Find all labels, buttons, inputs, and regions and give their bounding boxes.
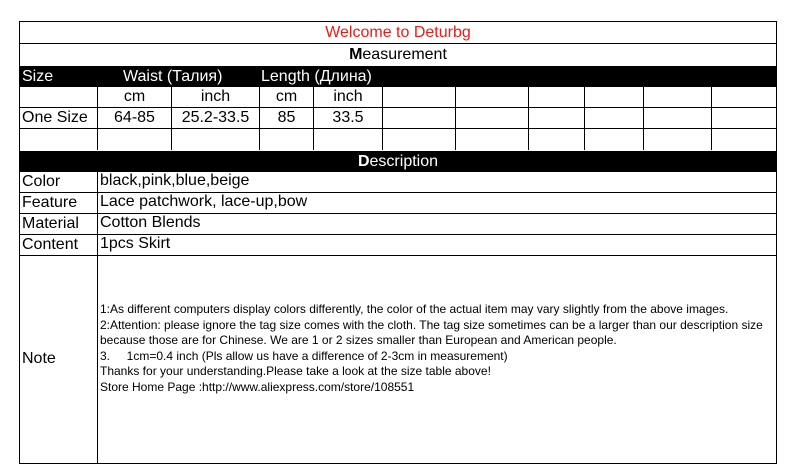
size-header-bar [20, 66, 776, 87]
note-line: 2:Attention: please ignore the tag size comes with the cloth. The tag size sometimes can be a larger than our description size because those are for Chinese. We are 1 or 2 sizes smaller than European and American people. [100, 317, 763, 347]
content-value: 1pcs Skirt [100, 235, 171, 252]
measurement-heading-initial: M [349, 46, 363, 63]
waist-header: Waist (Талия) [123, 68, 223, 85]
material-value: Cotton Blends [100, 214, 201, 231]
divider [382, 87, 383, 150]
size-header: Size [22, 68, 54, 85]
note-text [100, 302, 770, 395]
divider [20, 255, 776, 256]
divider [528, 87, 529, 150]
divider [455, 87, 456, 150]
note-label: Note [22, 350, 56, 367]
color-label: Color [22, 173, 61, 190]
size-value: One Size [22, 109, 88, 126]
note-line: 3. 1cm=0.4 inch (Pls allow us have a difference of 2-3cm in measurement) [100, 348, 508, 363]
measurement-heading-rest: easurement [362, 46, 447, 63]
description-heading-rest: escription [369, 153, 439, 170]
description-heading [20, 151, 776, 172]
feature-label: Feature [22, 194, 78, 211]
welcome-title: Welcome to Deturbg [325, 24, 471, 41]
note-line: Thanks for your understanding.Please take a look at the size table above! [100, 364, 491, 378]
length-header: Length (Длина) [261, 68, 372, 85]
length-inch-unit: inch [333, 88, 363, 105]
divider [643, 87, 644, 150]
description-heading-initial: D [357, 153, 370, 170]
color-value: black,pink,blue,beige [100, 172, 250, 189]
length-cm-value: 85 [277, 109, 296, 126]
divider [711, 87, 712, 150]
waist-inch-value: 25.2-33.5 [181, 109, 250, 126]
length-cm-unit: cm [275, 88, 298, 105]
length-inch-value: 33.5 [332, 109, 364, 126]
feature-value: Lace patchwork, lace-up,bow [100, 193, 308, 210]
divider [20, 128, 776, 129]
measurement-heading [20, 44, 776, 65]
divider [584, 87, 585, 150]
waist-cm-unit: cm [123, 88, 146, 105]
content-label: Content [22, 236, 79, 253]
size-chart-sheet [19, 21, 777, 464]
waist-cm-value: 64-85 [114, 109, 155, 126]
note-line: Store Home Page :http://www.aliexpress.com/store/108551 [100, 379, 415, 394]
divider [97, 172, 98, 463]
note-line: 1:As different computers display colors differently, the color of the actual item may vary slightly from the above images. [100, 302, 729, 316]
waist-inch-unit: inch [200, 88, 231, 105]
material-label: Material [22, 215, 79, 232]
